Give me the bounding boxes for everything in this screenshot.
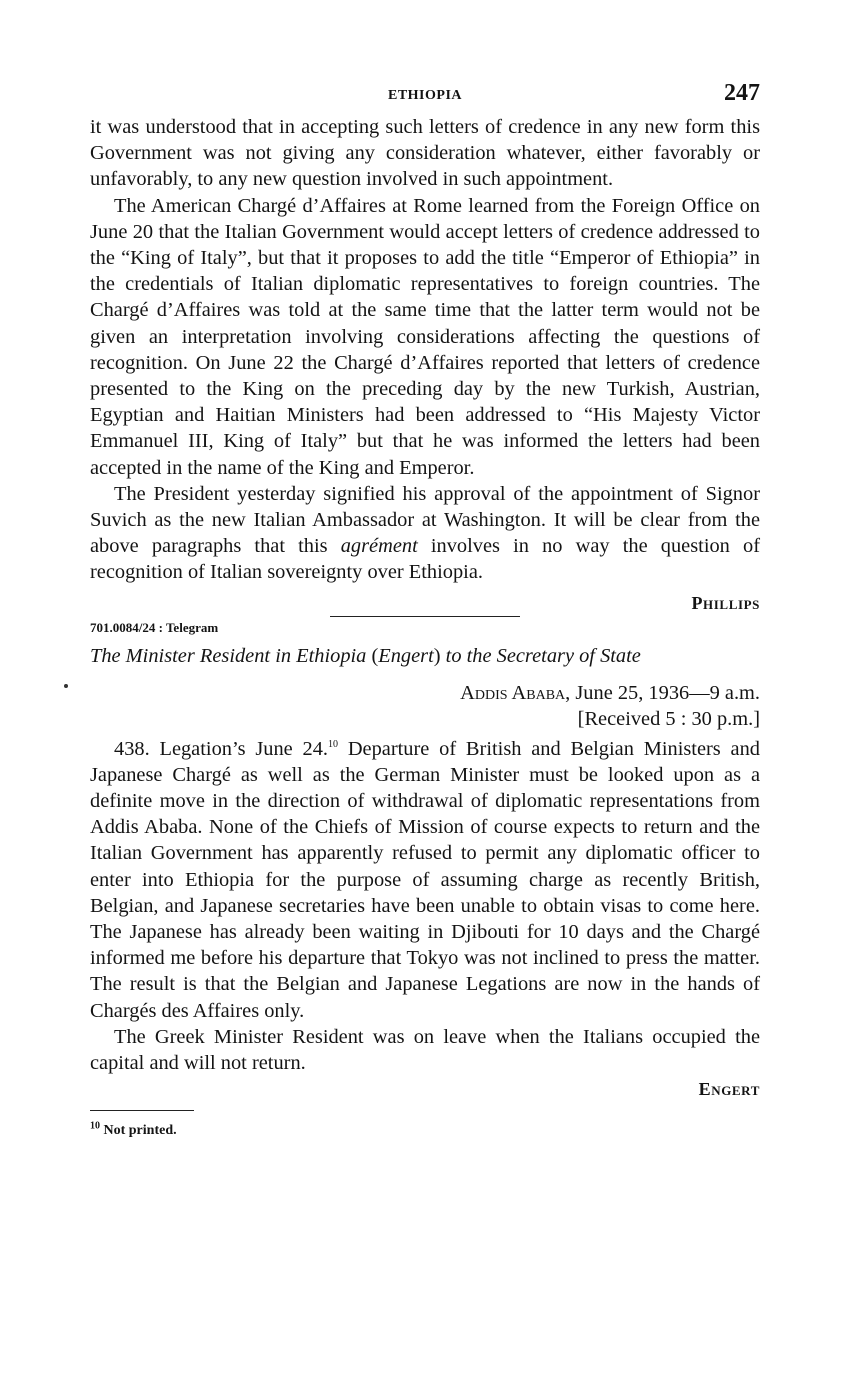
running-head: [90, 78, 760, 114]
italic-term: agrément: [340, 535, 418, 558]
document-page: [90, 78, 760, 1139]
signature-phillips: Phillips: [691, 592, 760, 613]
body-paragraph: [90, 736, 760, 1024]
heading-paren: ): [433, 644, 446, 667]
footnote-text: Not printed.: [100, 1123, 177, 1139]
body-paragraph: [90, 481, 760, 586]
place-date-line: [90, 680, 760, 706]
heading-name: Engert: [378, 644, 434, 667]
file-reference: 701.0084/24 : Telegram: [90, 619, 219, 635]
separator-rule: [330, 616, 520, 617]
received-line: [Received 5 : 30 p.m.]: [577, 707, 760, 730]
place-name: Addis Ababa: [460, 681, 566, 704]
document-separator: [90, 620, 760, 638]
paragraph-text: The President yesterday signified his approval of the appointment of Signor Suvich as the new Italian Ambassador at Washington. It will be clear from the above paragraphs that this: [90, 482, 760, 558]
signature-engert: Engert: [698, 1079, 760, 1100]
paragraph-text: involves in no way the question of recognition of Italian sovereignty over Ethiopia.: [90, 535, 760, 584]
body-paragraph: The American Chargé d’Affaires at Rome learned from the Foreign Office on June 20 that the Italian Government would accept letters of credence addressed to the “King of Italy”, but that it proposes to add the title “Emperor of Ethiopia” in the credentials of Italian diplomatic representatives to foreign countries. The Chargé d’Affaires was told at the same time that the latter term would not be given an interpretation involving considerations affecting the questions of recognition. On June 22 the Chargé d’Affaires reported that letters of credence presented to the King on the preceding day by the new Turkish, Austrian, Egyptian and Haitian Ministers had been addressed to “His Majesty Victor Emmanuel III, King of Italy” but that he was informed the letters had been accepted in the name of the King and Emperor.: [90, 194, 760, 479]
body-paragraph: it was understood that in accepting such letters of credence in any new form this Government was not giving any consideration whatever, either favorably or unfavorably, to any new question involved in such appointment.: [90, 116, 760, 191]
page-number: 247: [724, 80, 760, 106]
body-paragraph: The Greek Minister Resident was on leave when the Italians occupied the capital and will not return.: [90, 1025, 760, 1075]
heading-paren: (: [366, 644, 379, 667]
heading-part: The Minister Resident in Ethiopia: [90, 644, 367, 667]
running-title: ETHIOPIA: [387, 88, 462, 103]
footnote: [90, 1120, 760, 1139]
paragraph-lead: 438. Legation’s June 24.: [114, 737, 329, 760]
footnote-marker: 10: [328, 738, 339, 750]
margin-mark: [64, 684, 68, 688]
document-heading: [90, 642, 760, 670]
heading-part: to the Secretary of State: [445, 644, 641, 667]
paragraph-text: Departure of British and Belgian Ministers and Japanese Chargé as well as the German Minister must be looked upon as a definite move in the direction of withdrawal of diplomatic representations from Addis Ababa. None of the Chiefs of Mission of course expects to return and the Italian Government has apparently refused to permit any diplomatic officer to enter into Ethiopia for the purpose of assuming charge as recently British, Belgian, and Japanese secretaries have been unable to obtain visas to come here. The Japanese has already been waiting in Djibouti for 10 days and the Chargé informed me before his departure that Tokyo was not inclined to press the matter. The result is that the Belgian and Japanese Legations are now in the hands of Chargés des Affaires only.: [90, 737, 760, 1022]
date-time: , June 25, 1936—9 a.m.: [565, 681, 760, 704]
footnote-rule: [90, 1110, 194, 1111]
footnote-number: 10: [90, 1120, 100, 1132]
